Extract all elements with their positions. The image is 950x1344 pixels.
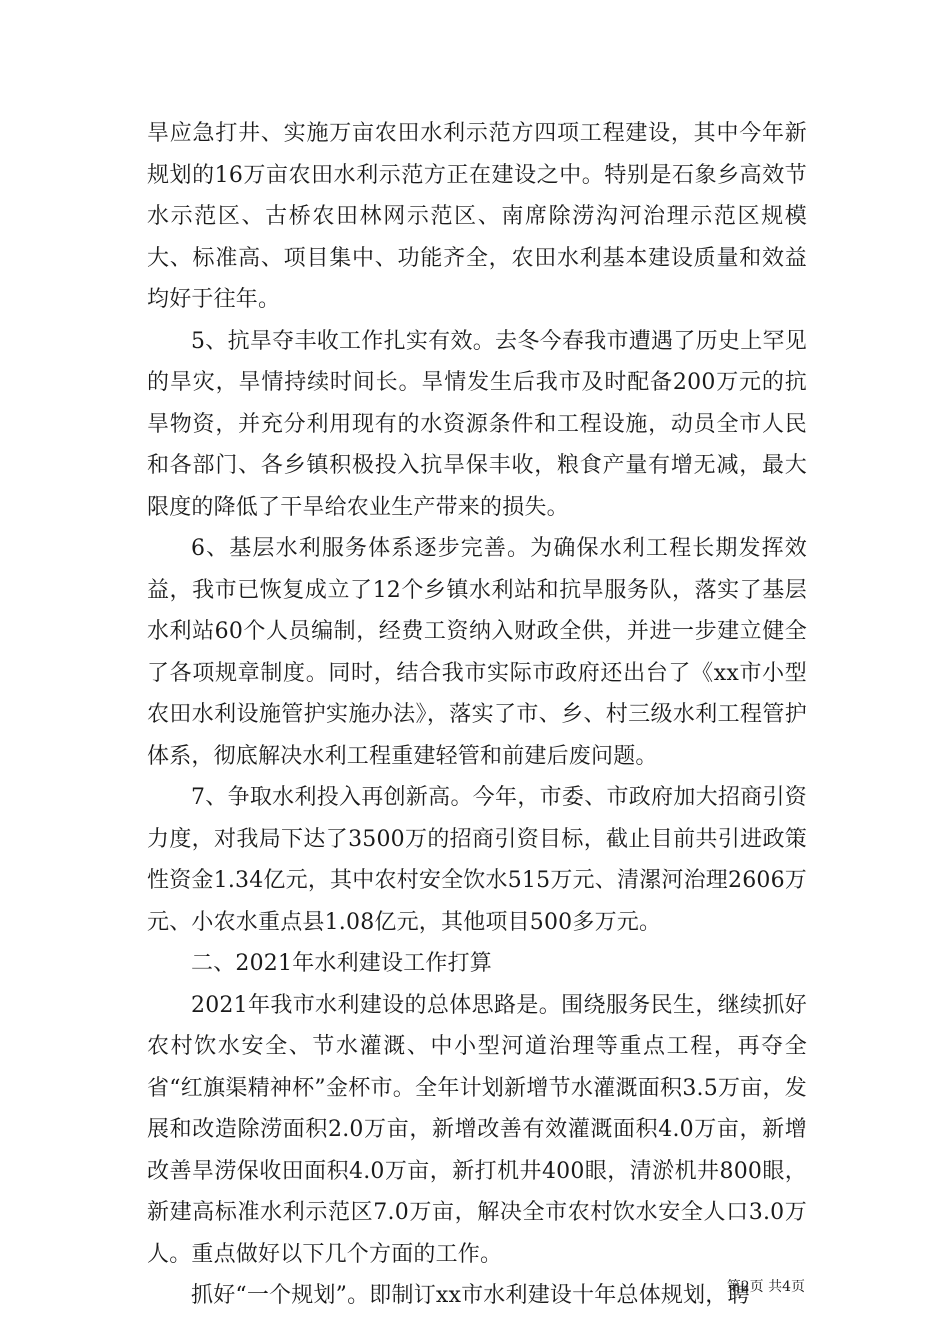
paragraph-grassroots-service: 6、基层水利服务体系逐步完善。为确保水利工程长期发挥效益，我市已恢复成立了12个乡镇水利站和抗旱服务队，落实了基层水利站60个人员编制，经费工资纳入财政全供，并进一步建立健全了各项规章制度。同时，结合我市实际市政府还出台了《xx市小型农田水利设施管护实施办法》，落实了市、乡、村三级水利工程管护体系，彻底解决水利工程重建轻管和前建后废问题。 xyxy=(147,536,807,769)
section-heading-2021-plan: 二、2021年水利建设工作打算 xyxy=(191,951,492,976)
paragraph-investment: 7、争取水利投入再创新高。今年，市委、市政府加大招商引资力度，对我局下达了3500万的招商引资目标，截止目前共引进政策性资金1.34亿元，其中农村安全饮水515万元、清漯河治理2606万元、小农水重点县1.08亿元，其他项目500多万元。 xyxy=(147,785,807,935)
paragraph-drought-relief: 5、抗旱夺丰收工作扎实有效。去冬今春我市遭遇了历史上罕见的旱灾，旱情持续时间长。旱情发生后我市及时配备200万元的抗旱物资，并充分利用现有的水资源条件和工程设施，动员全市人民和各部门、各乡镇积极投入抗旱保丰收，粮食产量有增无减，最大限度的降低了干旱给农业生产带来的损失。 xyxy=(147,328,807,520)
document-body xyxy=(147,113,807,1317)
paragraph-continuation: 旱应急打井、实施万亩农田水利示范方四项工程建设，其中今年新规划的16万亩农田水利示范方正在建设之中。特别是石象乡高效节水示范区、古桥农田林网示范区、南席除涝沟河治理示范区规模大、标准高、项目集中、功能齐全，农田水利基本建设质量和效益均好于往年。 xyxy=(147,121,807,312)
paragraph-one-plan: 抓好“一个规划”。即制订xx市水利建设十年总体规划，聘 xyxy=(191,1283,750,1308)
paragraph-2021-overview: 2021年我市水利建设的总体思路是。围绕服务民生，继续抓好农村饮水安全、节水灌溉、中小型河道治理等重点工程，再夺全省“红旗渠精神杯”金杯市。全年计划新增节水灌溉面积3.5万亩，发展和改造除涝面积2.0万亩，新增改善有效灌溉面积4.0万亩，新增改善旱涝保收田面积4.0万亩，新打机井400眼，清淤机井800眼，新建高标准水利示范区7.0万亩，解决全市农村饮水安全人口3.0万人。重点做好以下几个方面的工作。 xyxy=(147,992,807,1267)
page-number-footer: 第2页 共4页 xyxy=(726,1279,805,1295)
